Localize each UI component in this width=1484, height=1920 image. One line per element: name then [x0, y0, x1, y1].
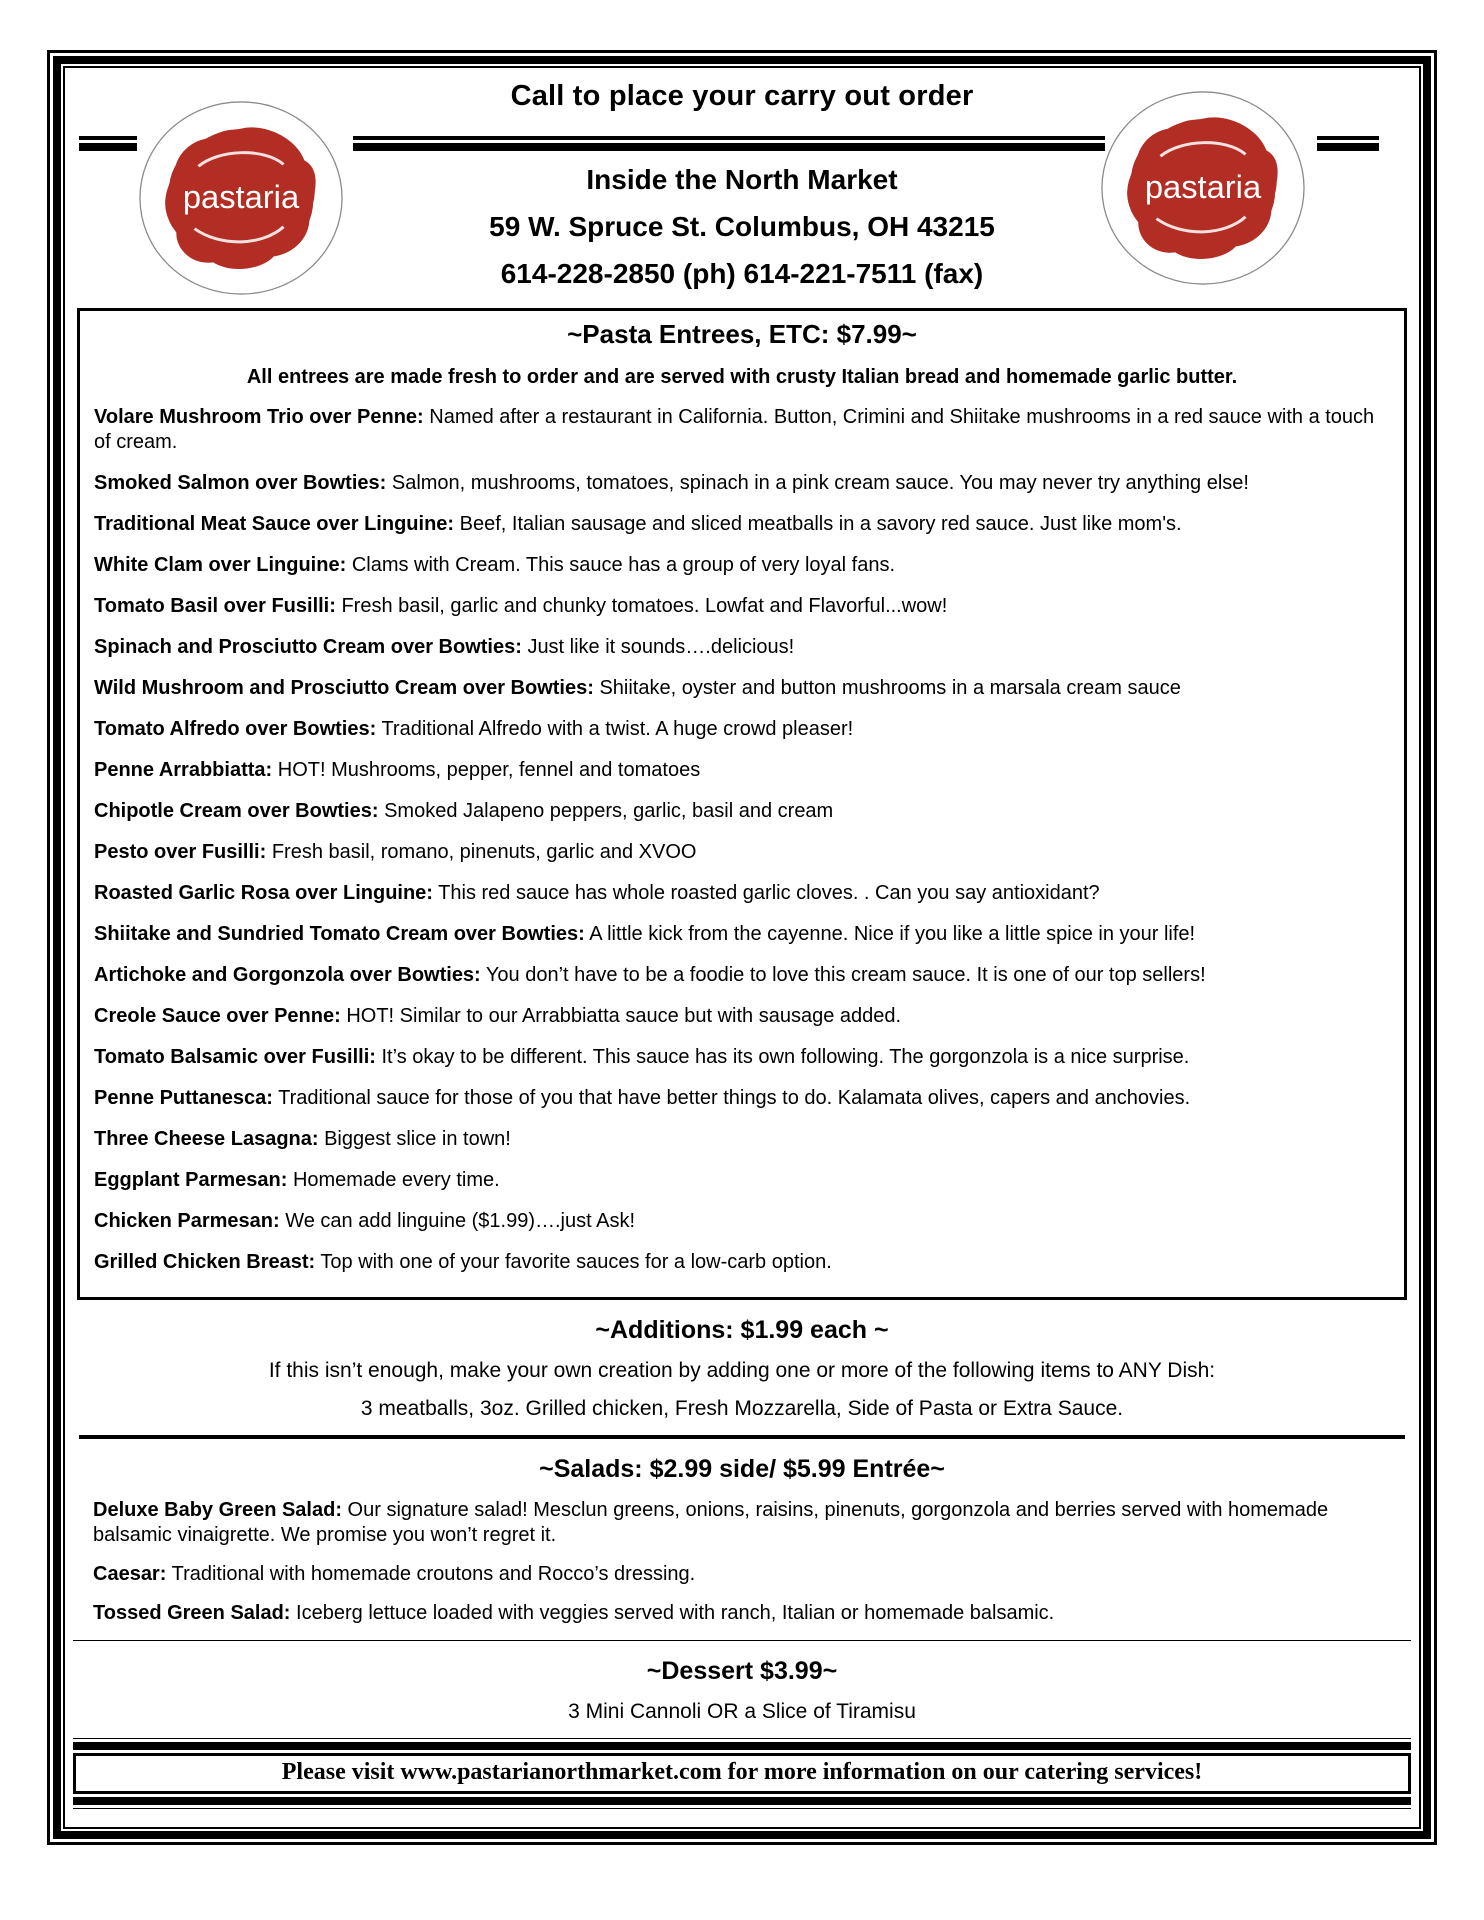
menu-item [94, 922, 1390, 947]
menu-item-desc: Salmon, mushrooms, tomatoes, spinach in a pink cream sauce. You may never try anything else! [391, 472, 1249, 494]
menu-item-name: Penne Puttanesca: [94, 1087, 273, 1109]
menu-item-name: Volare Mushroom Trio over Penne: [94, 406, 424, 428]
page-border-mid [53, 56, 1431, 1839]
menu-item-name: Roasted Garlic Rosa over Linguine: [94, 882, 433, 904]
menu-item [94, 881, 1390, 906]
menu-item [94, 405, 1390, 455]
footer-bar-bottom [73, 1797, 1411, 1805]
address-line: 59 W. Spruce St. Columbus, OH 43215 [489, 211, 995, 242]
menu-item-name: Shiitake and Sundried Tomato Cream over Bowties: [94, 923, 585, 945]
additions-section [65, 1316, 1419, 1421]
salad-list [65, 1498, 1419, 1626]
carry-out-headline: Call to place your carry out order [510, 80, 974, 112]
menu-item-desc: Just like it sounds….delicious! [527, 636, 795, 658]
menu-item-desc: Fresh basil, garlic and chunky tomatoes. Lowfat and Flavorful...wow! [341, 595, 948, 617]
menu-item-desc: HOT! Mushrooms, pepper, fennel and tomatoes [277, 759, 701, 781]
pastaria-logo-icon [137, 98, 345, 298]
footer-rule-top [73, 1738, 1411, 1739]
menu-item-desc: Iceberg lettuce loaded with veggies served with ranch, Italian or homemade balsamic. [296, 1602, 1055, 1624]
menu-item-name: Spinach and Prosciutto Cream over Bowties: [94, 636, 522, 658]
entree-list [94, 405, 1390, 1275]
menu-item-desc: Fresh basil, romano, pinenuts, garlic and XVOO [271, 841, 697, 863]
page-border-frame [47, 50, 1437, 1845]
dessert-section [65, 1657, 1419, 1724]
section-divider-thick [79, 1435, 1405, 1439]
svg-text:pastaria: pastaria [182, 177, 300, 215]
menu-item [93, 1498, 1391, 1548]
menu-item-name: Grilled Chicken Breast: [94, 1251, 316, 1273]
menu-item-desc: You don’t have to be a foodie to love this cream sauce. It is one of our top sellers! [485, 964, 1206, 986]
page-content [63, 66, 1421, 1829]
menu-item-name: Smoked Salmon over Bowties: [94, 472, 387, 494]
menu-item [94, 1250, 1390, 1275]
menu-item-desc: Traditional Alfredo with a twist. A huge crowd pleaser! [381, 718, 854, 740]
menu-item-desc: Smoked Jalapeno peppers, garlic, basil and cream [384, 800, 834, 822]
additions-line2: 3 meatballs, 3oz. Grilled chicken, Fresh Mozzarella, Side of Pasta or Extra Sauce. [360, 1397, 1124, 1420]
menu-item-desc: Traditional sauce for those of you that have better things to do. Kalamata olives, capers and anchovies. [278, 1087, 1191, 1109]
menu-item-name: Tomato Basil over Fusilli: [94, 595, 336, 617]
menu-item [94, 594, 1390, 619]
salads-title: ~Salads: $2.99 side/ $5.99 Entrée~ [539, 1455, 945, 1483]
menu-item-desc: Beef, Italian sausage and sliced meatballs in a savory red sauce. Just like mom's. [459, 513, 1182, 535]
menu-item-name: Pesto over Fusilli: [94, 841, 267, 863]
menu-item-desc: Named after a restaurant in California. Button, Crimini and Shiitake mushrooms in a red sauce with a touch of cream. [94, 406, 1375, 453]
menu-item-name: Traditional Meat Sauce over Linguine: [94, 513, 455, 535]
menu-item [94, 758, 1390, 783]
catering-footer [73, 1738, 1411, 1809]
menu-item [93, 1562, 1391, 1587]
salads-section [65, 1455, 1419, 1626]
menu-item-desc: Traditional with homemade croutons and Rocco’s dressing. [171, 1563, 696, 1585]
menu-item [94, 553, 1390, 578]
menu-item [94, 471, 1390, 496]
footer-bar-top [73, 1742, 1411, 1750]
menu-item [94, 1004, 1390, 1029]
decorative-rule-right [1317, 136, 1379, 151]
address-line: Inside the North Market [586, 164, 898, 195]
decorative-rule-center [353, 136, 1105, 151]
pasta-entrees-section [77, 308, 1407, 1300]
menu-item [94, 635, 1390, 660]
menu-item-desc: It’s okay to be different. This sauce has its own following. The gorgonzola is a nice surprise. [381, 1046, 1190, 1068]
menu-item-desc: HOT! Similar to our Arrabbiatta sauce but with sausage added. [346, 1005, 902, 1027]
additions-title: ~Additions: $1.99 each ~ [595, 1316, 889, 1344]
catering-note: Please visit www.pastarianorthmarket.com for more information on our catering services! [73, 1753, 1411, 1794]
menu-item-name: Tomato Alfredo over Bowties: [94, 718, 377, 740]
menu-item-desc: Our signature salad! Mesclun greens, onions, raisins, pinenuts, gorgonzola and berries served with homemade balsamic vinaigrette. We promise you won’t regret it. [93, 1499, 1329, 1546]
menu-item-desc: A little kick from the cayenne. Nice if you like a little spice in your life! [589, 923, 1196, 945]
menu-item [94, 717, 1390, 742]
menu-item-desc: This red sauce has whole roasted garlic cloves. . Can you say antioxidant? [438, 882, 1100, 904]
menu-item-desc: Clams with Cream. This sauce has a group of very loyal fans. [351, 554, 896, 576]
menu-item [94, 1045, 1390, 1070]
menu-item [94, 512, 1390, 537]
menu-item-name: Tomato Balsamic over Fusilli: [94, 1046, 376, 1068]
menu-item-name: Caesar: [93, 1563, 167, 1585]
menu-item-name: Three Cheese Lasagna: [94, 1128, 319, 1150]
menu-item-desc: Shiitake, oyster and button mushrooms in a marsala cream sauce [599, 677, 1181, 699]
dessert-title: ~Dessert $3.99~ [646, 1657, 838, 1685]
pasta-entrees-title: ~Pasta Entrees, ETC: $7.99~ [567, 319, 917, 349]
menu-item-desc: Biggest slice in town! [324, 1128, 511, 1150]
additions-line1: If this isn’t enough, make your own creation by adding one or more of the following items to ANY Dish: [268, 1359, 1216, 1382]
svg-text:pastaria: pastaria [1144, 167, 1262, 205]
menu-item [94, 1127, 1390, 1152]
menu-item [94, 799, 1390, 824]
decorative-rule-left [79, 136, 137, 151]
pasta-entrees-subtitle: All entrees are made fresh to order and are served with crusty Italian bread and homemade garlic butter. [246, 366, 1238, 388]
menu-item [94, 1168, 1390, 1193]
menu-item-name: Penne Arrabbiatta: [94, 759, 273, 781]
menu-item-desc: Top with one of your favorite sauces for a low-carb option. [320, 1251, 832, 1273]
menu-item-name: Tossed Green Salad: [93, 1602, 291, 1624]
menu-item-desc: We can add linguine ($1.99)….just Ask! [285, 1210, 636, 1232]
menu-item [94, 1086, 1390, 1111]
menu-item [93, 1601, 1391, 1626]
menu-item-name: White Clam over Linguine: [94, 554, 347, 576]
menu-item-name: Creole Sauce over Penne: [94, 1005, 341, 1027]
menu-item-desc: Homemade every time. [292, 1169, 500, 1191]
menu-item-name: Chipotle Cream over Bowties: [94, 800, 379, 822]
dessert-line: 3 Mini Cannoli OR a Slice of Tiramisu [568, 1700, 916, 1723]
menu-item [94, 840, 1390, 865]
menu-item-name: Eggplant Parmesan: [94, 1169, 288, 1191]
menu-item [94, 676, 1390, 701]
footer-rule-bottom [73, 1808, 1411, 1809]
menu-item-name: Chicken Parmesan: [94, 1210, 280, 1232]
menu-item-name: Deluxe Baby Green Salad: [93, 1499, 342, 1521]
menu-item-name: Artichoke and Gorgonzola over Bowties: [94, 964, 481, 986]
pastaria-logo-icon [1099, 88, 1307, 288]
menu-item-name: Wild Mushroom and Prosciutto Cream over Bowties: [94, 677, 594, 699]
menu-item [94, 1209, 1390, 1234]
menu-item [94, 963, 1390, 988]
address-line: 614-228-2850 (ph) 614-221-7511 (fax) [500, 258, 984, 289]
section-divider-thin [73, 1640, 1411, 1641]
